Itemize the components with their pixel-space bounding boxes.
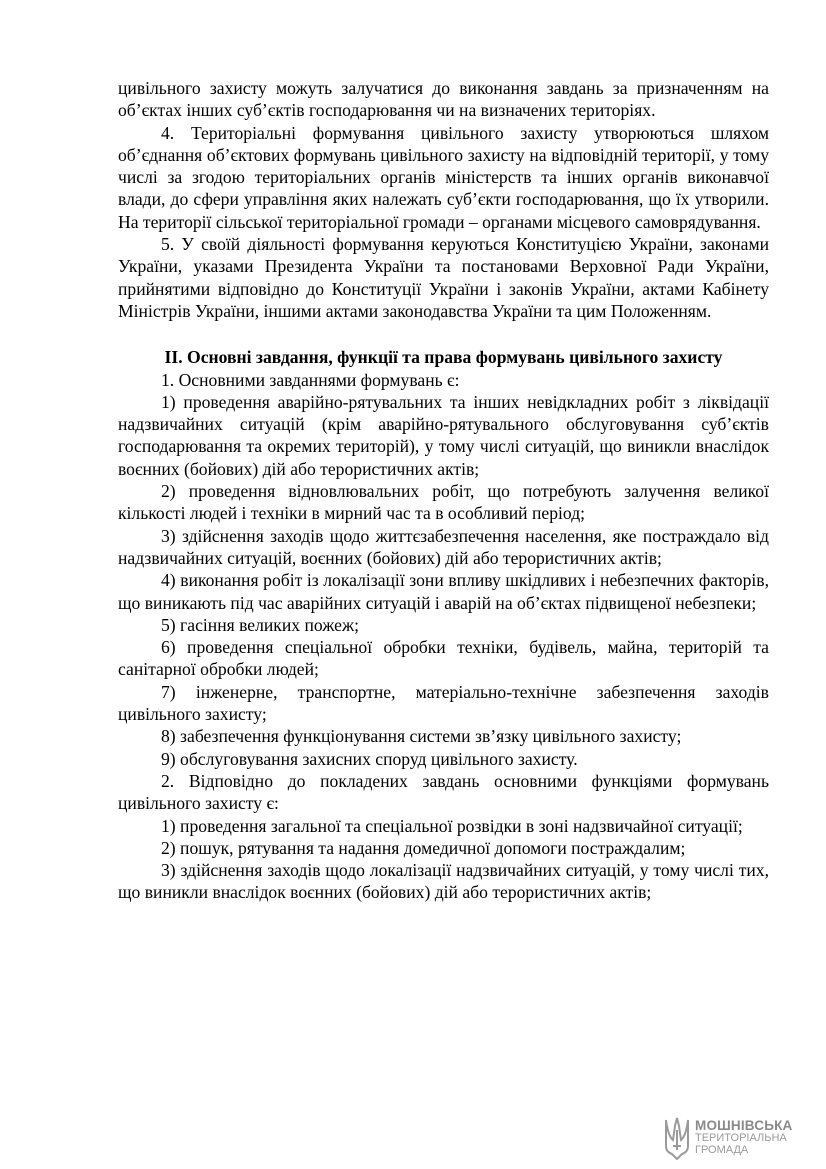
task-item-5: 5) гасіння великих пожеж; [161,614,360,635]
tasks-intro: 1. Основними завданнями формувань є: [161,369,460,390]
community-logo [664,1113,814,1163]
functions-intro: 2. Відповідно до покладених завдань основними функціями формувань цивільного захисту є: [118,770,769,814]
function-item-3: 3) здійснення заходів щодо локалізації надзвичайних ситуацій, у тому числі тих, що виникли внаслідок воєнних (бойових) дій або терористичних актів; [118,860,769,903]
task-item-1: 1) проведення аварійно-рятувальних та інших невідкладних робіт з ліквідації надзвичайних ситуацій (крім аварійно-рятувального обслуговування суб’єктів господарювання та окремих територій), у тому числі ситуацій, що виникли внаслідок воєнних (бойових) дій або терористичних актів; [118,391,769,479]
task-item-8: 8) забезпечення функціонування системи зв’язку цивільного захисту; [161,726,682,747]
logo-line-3: ГРОМАДА [695,1144,749,1156]
logo-line-1: МОШНІВСЬКА [695,1118,793,1133]
paragraph-continuation: цивільного захисту можуть залучатися до виконання завдань за призначенням на об’єктах інших суб’єктів господарювання чи на визначених територіях. [118,78,769,121]
paragraph-item-5: 5. У своїй діяльності формування керуються Конституцією України, законами України, указами Президента України та постановами Верховної Ради України, прийнятими відповідно до Конституції України і законів України, актами Кабінету Міністрів України, іншими актами законодавства України та цим Положенням. [118,234,769,321]
logo-line-2: ТЕРИТОРІАЛЬНА [695,1132,787,1144]
function-item-2: 2) пошук, рятування та надання домедичної допомоги постраждалим; [161,837,686,858]
function-item-1: 1) проведення загальної та спеціальної розвідки в зоні надзвичайної ситуації; [161,815,743,836]
task-item-7: 7) інженерне, транспортне, матеріально-технічне забезпечення заходів цивільного захисту; [118,681,769,725]
paragraph-item-4: 4. Територіальні формування цивільного захисту утворюються шляхом об’єднання об’єктових формувань цивільного захисту на відповідній території, у тому числі за згодою територіальних органів міністерств та інших органів виконавчої влади, до сфери управління яких належать суб’єкти господарювання, що їх утворили. На території сільської територіальної громади – органами місцевого самоврядування. [118,122,769,232]
task-item-4: 4) виконання робіт із локалізації зони впливу шкідливих і небезпечних факторів, що виникають під час аварійних ситуацій і аварій на об’єктах підвищеної небезпеки; [118,570,769,613]
logo-text [695,1120,793,1156]
task-item-9: 9) обслуговування захисних споруд цивільного захисту. [161,748,578,769]
task-item-6: 6) проведення спеціальної обробки техніки, будівель, майна, територій та санітарної обробки людей; [118,637,769,680]
task-item-2: 2) проведення відновлювальних робіт, що потребують залучення великої кількості людей і техніки в мирний час та в особливий період; [118,481,769,524]
task-item-3: 3) здійснення заходів щодо життєзабезпечення населення, яке постраждало від надзвичайних ситуацій, воєнних (бойових) дій або терористичних актів; [118,525,769,568]
section-heading: ІІ. Основні завдання, функції та права формувань цивільного захисту [164,347,723,368]
trident-emblem-icon [664,1116,690,1160]
document-page [118,77,769,904]
